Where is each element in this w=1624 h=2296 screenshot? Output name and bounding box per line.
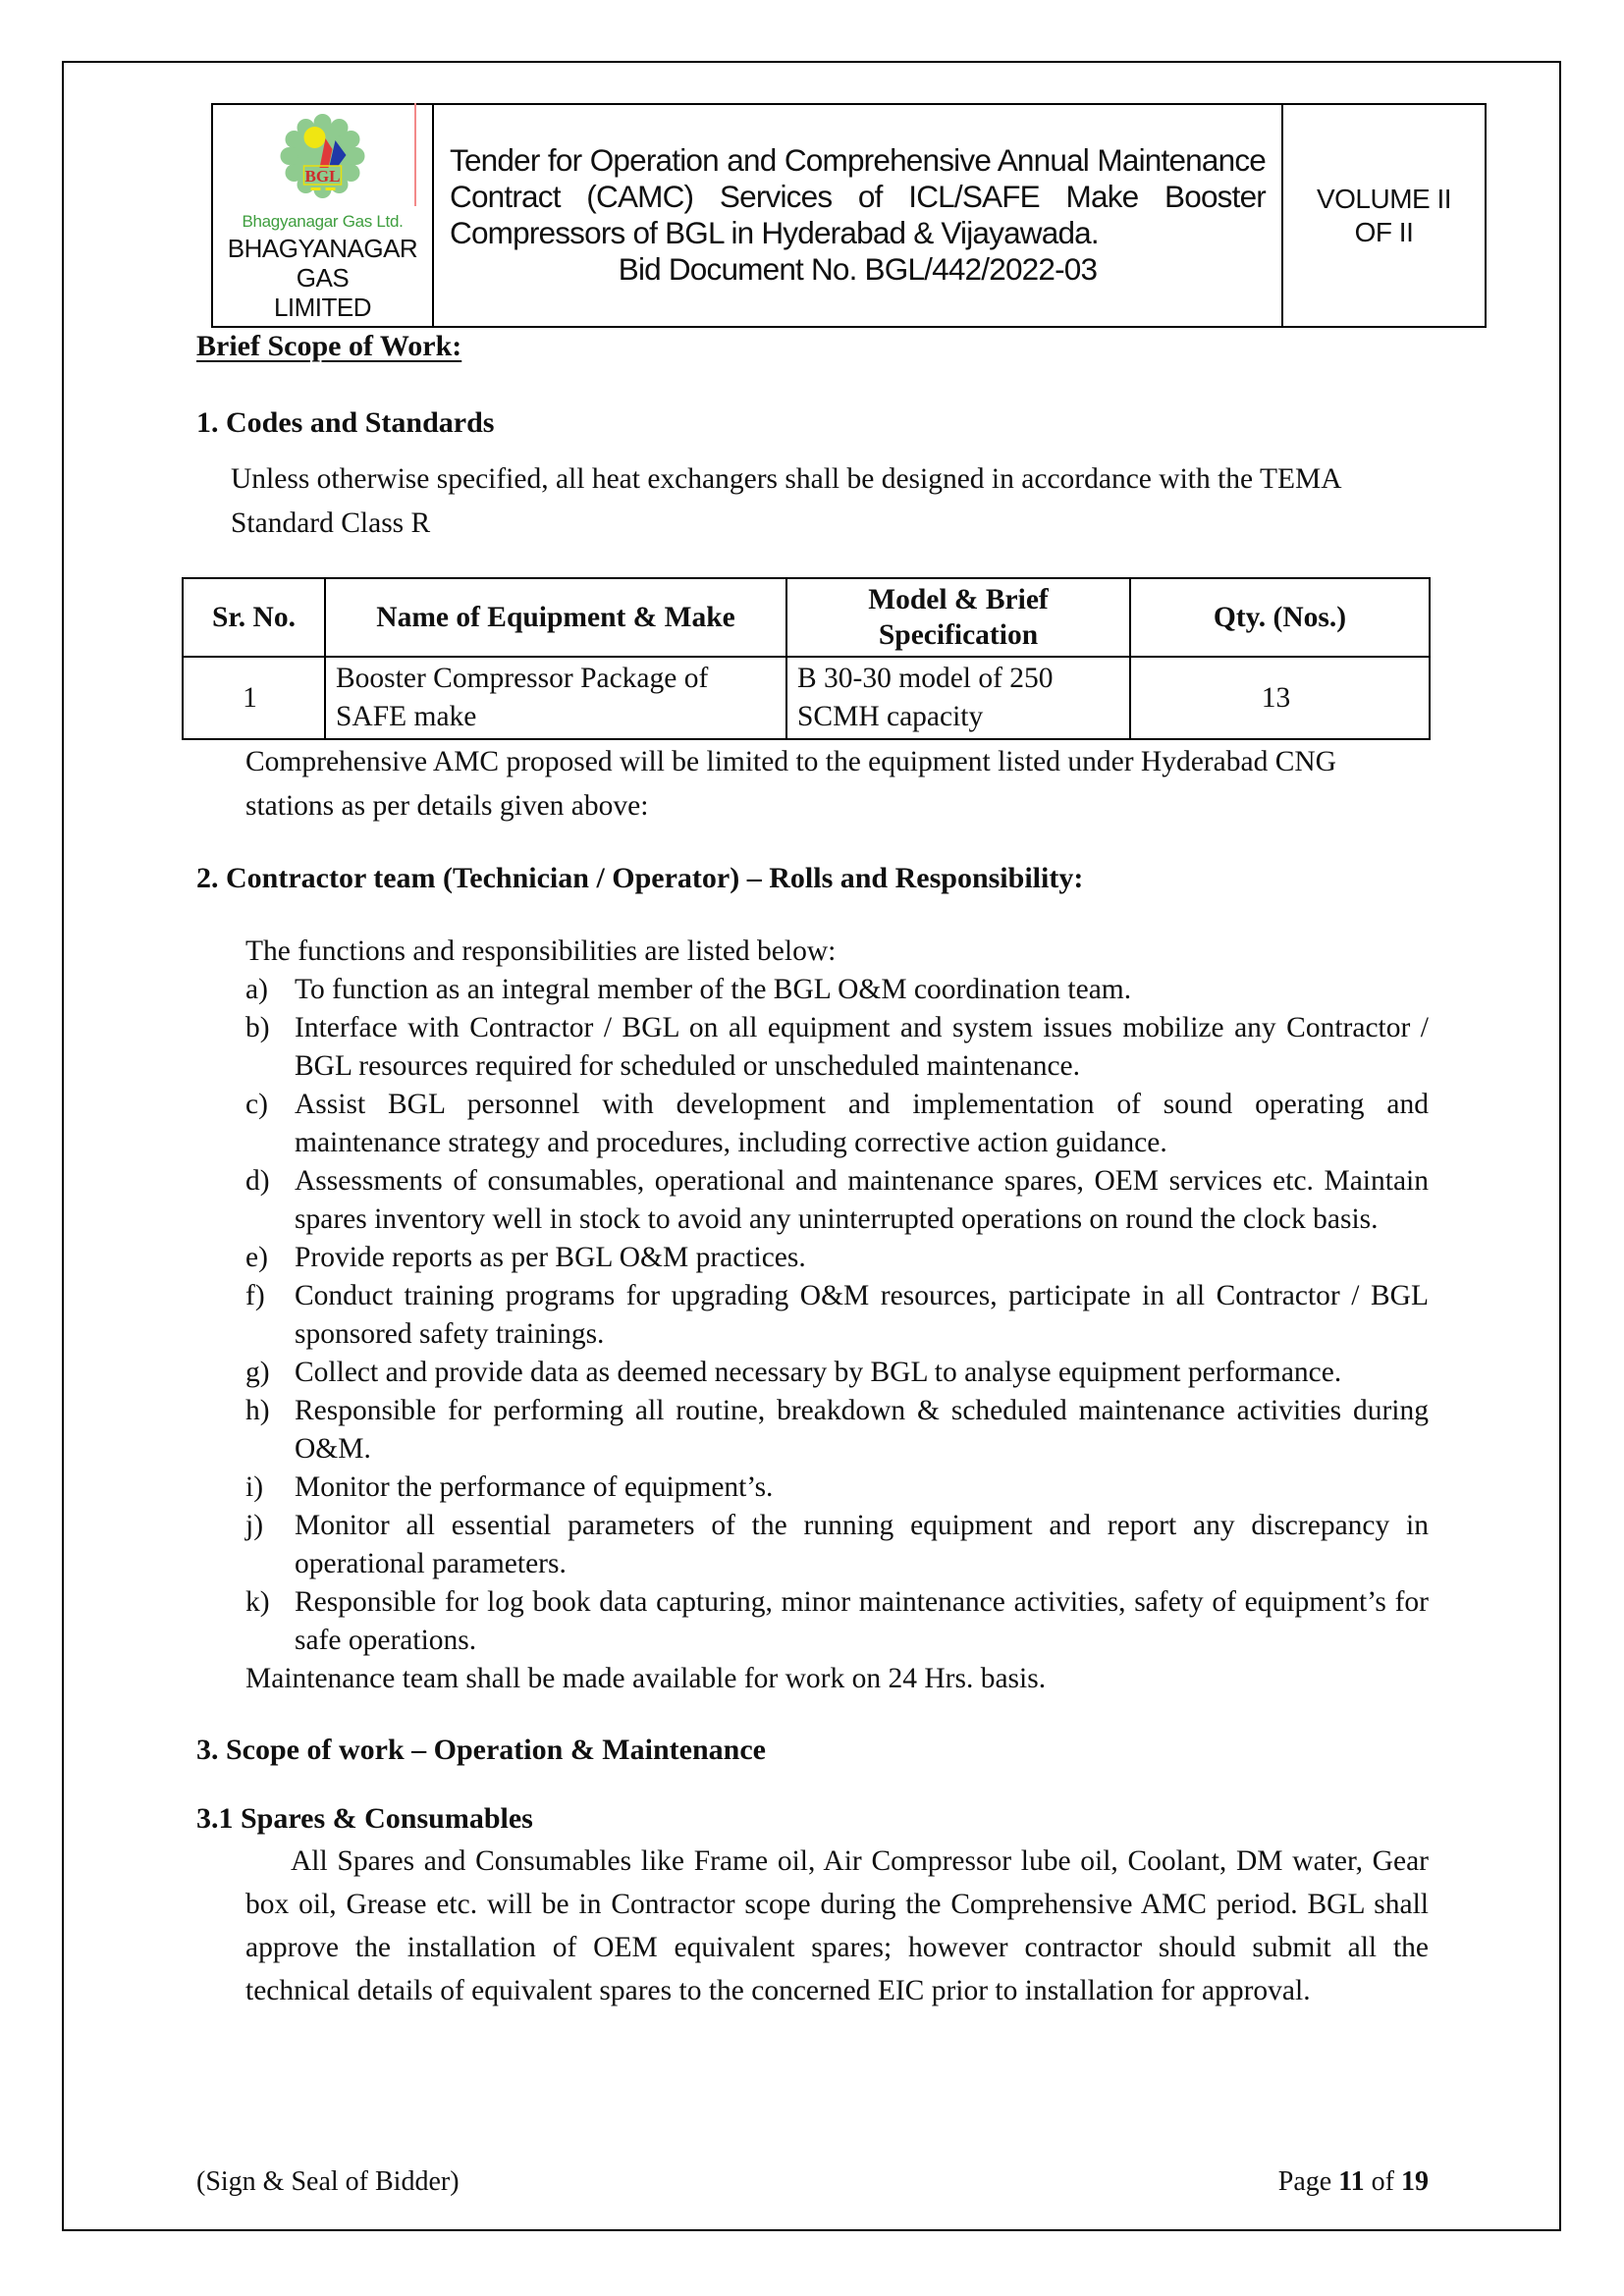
page-number: 11 <box>1338 2166 1365 2197</box>
logo-caption: Bhagyanagar Gas Ltd. <box>242 212 404 231</box>
list-item-text: Responsible for performing all routine, breakdown & scheduled maintenance activities during O&M. <box>295 1395 1429 1465</box>
list-item-text: Conduct training programs for upgrading O&M resources, participate in all Contractor / BGL sponsored safety trainings. <box>295 1280 1429 1350</box>
column-header-name: Name of Equipment & Make <box>325 578 786 657</box>
bid-document-number: Bid Document No. BGL/442/2022-03 <box>618 250 1098 287</box>
list-item-label: h) <box>245 1395 270 1426</box>
cell-equipment-name: Booster Compressor Package of SAFE make <box>325 657 786 739</box>
list-item-text: Monitor the performance of equipment’s. <box>295 1471 774 1503</box>
cell-model-spec: B 30-30 model of 250 SCMH capacity <box>786 657 1130 739</box>
sign-seal-note: (Sign & Seal of Bidder) <box>196 2166 460 2197</box>
list-item-text: Interface with Contractor / BGL on all equipment and system issues mobilize any Contractor / BGL resources required for scheduled or unscheduled maintenance. <box>295 1012 1429 1082</box>
list-item-text: Collect and provide data as deemed necessary by BGL to analyse equipment performance. <box>295 1357 1342 1388</box>
list-item <box>245 1162 1429 1239</box>
section-1-heading: 1. Codes and Standards <box>196 406 495 439</box>
section-2-heading: 2. Contractor team (Technician / Operator) – Rolls and Responsibility: <box>196 862 1084 894</box>
list-item-label: f) <box>245 1280 265 1311</box>
bgl-logo <box>261 109 384 207</box>
list-item <box>245 1507 1429 1583</box>
list-item-text: Responsible for log book data capturing, minor maintenance activities, safety of equipment’s for safe operations. <box>295 1586 1429 1656</box>
list-item <box>245 1009 1429 1086</box>
page-number-indicator <box>1278 2164 1429 2200</box>
list-item-label: e) <box>245 1242 268 1273</box>
company-name-line1: BHAGYANAGAR GAS <box>227 234 418 293</box>
list-item-label: g) <box>245 1357 270 1388</box>
company-name <box>215 234 430 322</box>
cell-qty: 13 <box>1130 657 1430 739</box>
responsibility-list <box>245 971 1429 1660</box>
logo-cell <box>212 104 433 327</box>
sun-icon <box>304 127 326 148</box>
list-item-label: d) <box>245 1165 270 1197</box>
list-item-text: Assist BGL personnel with development and implementation of sound operating and maintenance strategy and procedures, including corrective action guidance. <box>295 1089 1429 1158</box>
list-item-text: Assessments of consumables, operational and maintenance spares, OEM services etc. Maintain spares inventory well in stock to avoid any uninterrupted operations on round the clock basis. <box>295 1165 1429 1235</box>
list-item-text: Monitor all essential parameters of the running equipment and report any discrepancy in operational parameters. <box>295 1510 1429 1579</box>
section-3-1-body: All Spares and Consumables like Frame oil, Air Compressor lube oil, Coolant, DM water, Gear box oil, Grease etc. will be in Contractor scope during the Comprehensive AMC period. BGL shall approve the installation of OEM equivalent spares; however contractor should submit all the technical details of equivalent spares to the concerned EIC prior to installation for approval. <box>245 1845 1429 2006</box>
list-item-text: Provide reports as per BGL O&M practices. <box>295 1242 806 1273</box>
page-word: Page <box>1277 2166 1332 2197</box>
volume-line2: OF II <box>1354 216 1414 247</box>
volume-line1: VOLUME II <box>1316 183 1452 214</box>
table-note: Comprehensive AMC proposed will be limited to the equipment listed under Hyderabad CNG stations as per details given above: <box>245 746 1336 822</box>
volume-label <box>1282 104 1486 327</box>
list-item-label: c) <box>245 1089 268 1120</box>
list-item <box>245 1583 1429 1660</box>
list-item <box>245 1354 1429 1392</box>
list-item-text: To function as an integral member of the BGL O&M coordination team. <box>295 974 1132 1005</box>
list-item-label: i) <box>245 1471 264 1503</box>
list-item-label: j) <box>245 1510 264 1541</box>
badge-mark <box>326 187 336 190</box>
bgl-monogram: BGL <box>304 167 341 186</box>
main-heading: Brief Scope of Work: <box>196 330 462 362</box>
list-item <box>245 971 1429 1009</box>
list-item <box>245 1468 1429 1507</box>
table-row <box>183 657 1430 739</box>
list-intro: The functions and responsibilities are listed below: <box>245 935 837 967</box>
equipment-table-header-row <box>183 578 1430 657</box>
list-item <box>245 1239 1429 1277</box>
title-cell <box>433 104 1282 327</box>
section-3-heading: 3. Scope of work – Operation & Maintenance <box>196 1734 766 1766</box>
section-3-1-heading: 3.1 Spares & Consumables <box>196 1802 533 1835</box>
list-item <box>245 1086 1429 1162</box>
company-name-line2: LIMITED <box>273 293 372 322</box>
page-footer <box>182 2164 1429 2200</box>
list-item <box>245 1277 1429 1354</box>
column-header-model: Model & Brief Specification <box>786 578 1130 657</box>
list-item-label: k) <box>245 1586 270 1618</box>
column-header-qty: Qty. (Nos.) <box>1130 578 1430 657</box>
list-item-label: b) <box>245 1012 270 1043</box>
section-1-body: Unless otherwise specified, all heat exchangers shall be designed in accordance with the TEMA Standard Class R <box>231 463 1340 539</box>
badge-mark <box>311 187 321 190</box>
column-header-sr-no: Sr. No. <box>183 578 325 657</box>
tender-title: Tender for Operation and Comprehensive Annual Maintenance Contract (CAMC) Services of ICL/SAFE Make Booster Compressors of BGL in Hyderabad & Vijayawada. <box>450 141 1266 250</box>
list-item-label: a) <box>245 974 268 1005</box>
scan-artifact-line <box>414 103 416 206</box>
header-table <box>211 103 1487 328</box>
list-item <box>245 1392 1429 1468</box>
of-word: of <box>1371 2166 1394 2197</box>
list-closing-note: Maintenance team shall be made available for work on 24 Hrs. basis. <box>245 1663 1047 1694</box>
document-body <box>182 326 1429 2012</box>
equipment-table <box>182 577 1431 740</box>
cell-sr-no: 1 <box>183 657 325 739</box>
page-total: 19 <box>1401 2166 1429 2197</box>
